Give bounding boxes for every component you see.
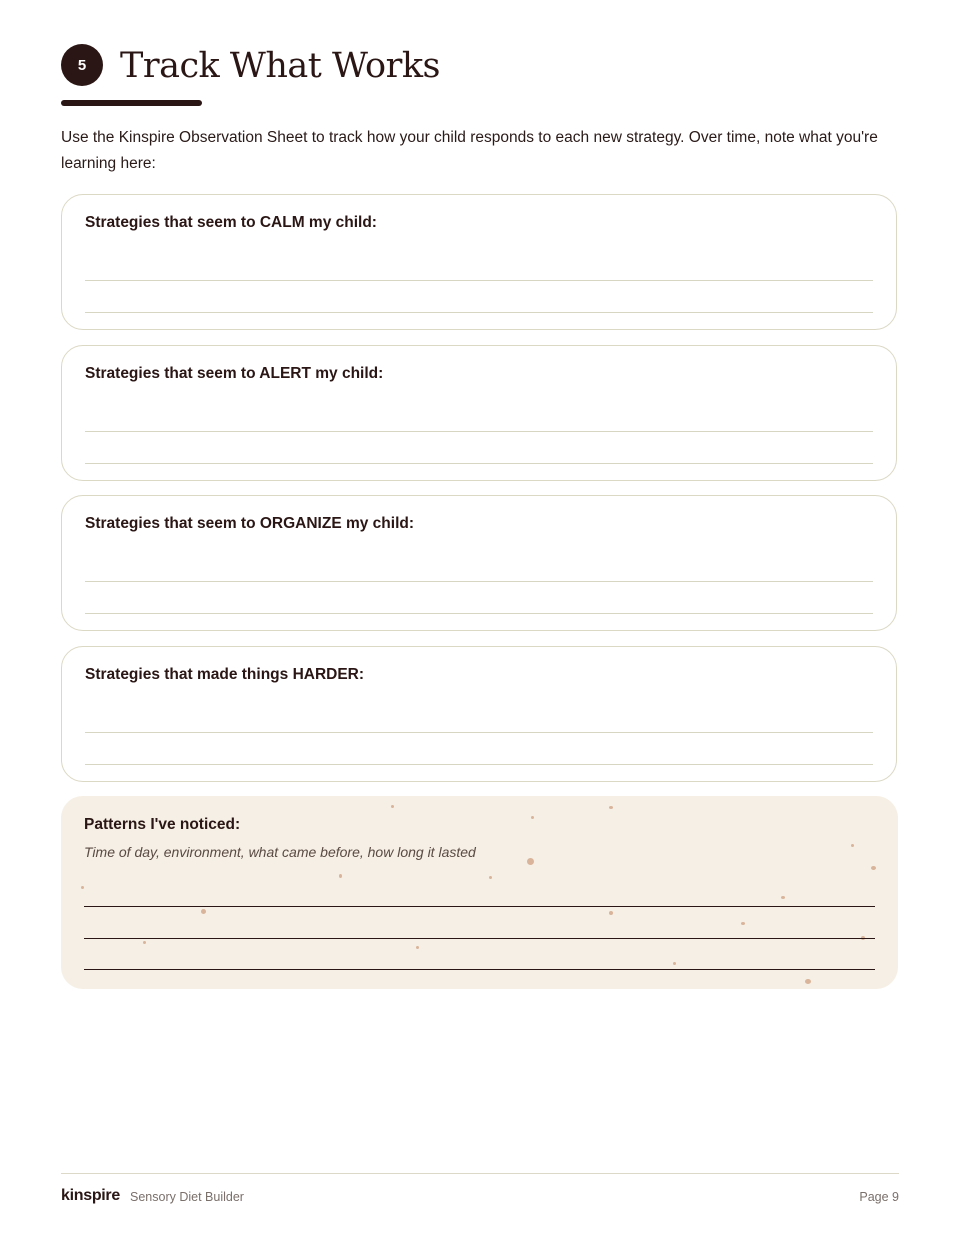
calm-strategies-label: Strategies that seem to CALM my child: — [85, 214, 377, 231]
step-number: 5 — [77, 56, 87, 74]
writing-line[interactable] — [84, 969, 875, 970]
paper-speck — [416, 946, 419, 949]
paper-speck — [489, 876, 492, 879]
brand-logo: kinspire — [61, 1187, 120, 1204]
writing-line[interactable] — [84, 938, 875, 939]
paper-speck — [805, 979, 811, 984]
patterns-box — [61, 796, 898, 989]
writing-line[interactable] — [85, 312, 873, 313]
paper-speck — [673, 962, 676, 965]
patterns-hint: Time of day, environment, what came before, how long it lasted — [84, 844, 476, 860]
title-underline — [61, 100, 202, 106]
writing-line[interactable] — [85, 732, 873, 733]
organize-strategies-box — [61, 495, 897, 631]
alert-strategies-box — [61, 345, 897, 481]
writing-line[interactable] — [85, 764, 873, 765]
intro-text: Use the Kinspire Observation Sheet to track how your child responds to each new strategy. Over time, note what you're learning here: — [61, 129, 878, 172]
step-number-badge — [61, 44, 103, 86]
paper-speck — [143, 941, 146, 944]
paper-speck — [609, 806, 613, 809]
writing-line[interactable] — [85, 581, 873, 582]
writing-line[interactable] — [85, 613, 873, 614]
paper-speck — [871, 866, 876, 870]
paper-speck — [531, 816, 534, 819]
document-title: Sensory Diet Builder — [130, 1190, 244, 1204]
page-title: Track What Works — [120, 46, 441, 86]
writing-line[interactable] — [85, 431, 873, 432]
alert-strategies-label: Strategies that seem to ALERT my child: — [85, 365, 384, 382]
writing-line[interactable] — [84, 906, 875, 907]
calm-strategies-box — [61, 194, 897, 330]
paper-speck — [781, 896, 785, 899]
paper-speck — [527, 858, 534, 865]
harder-strategies-label: Strategies that made things HARDER: — [85, 666, 365, 683]
paper-speck — [391, 805, 394, 808]
paper-speck — [339, 874, 342, 878]
paper-speck — [609, 911, 613, 915]
patterns-label: Patterns I've noticed: — [84, 816, 241, 833]
footer-divider — [61, 1173, 899, 1174]
harder-strategies-box — [61, 646, 897, 782]
paper-speck — [201, 909, 206, 914]
organize-strategies-label: Strategies that seem to ORGANIZE my child: — [85, 515, 415, 532]
writing-line[interactable] — [85, 280, 873, 281]
writing-line[interactable] — [85, 463, 873, 464]
paper-speck — [741, 922, 745, 925]
paper-speck — [851, 844, 854, 847]
paper-speck — [81, 886, 84, 889]
page-number: Page 9 — [859, 1190, 899, 1204]
